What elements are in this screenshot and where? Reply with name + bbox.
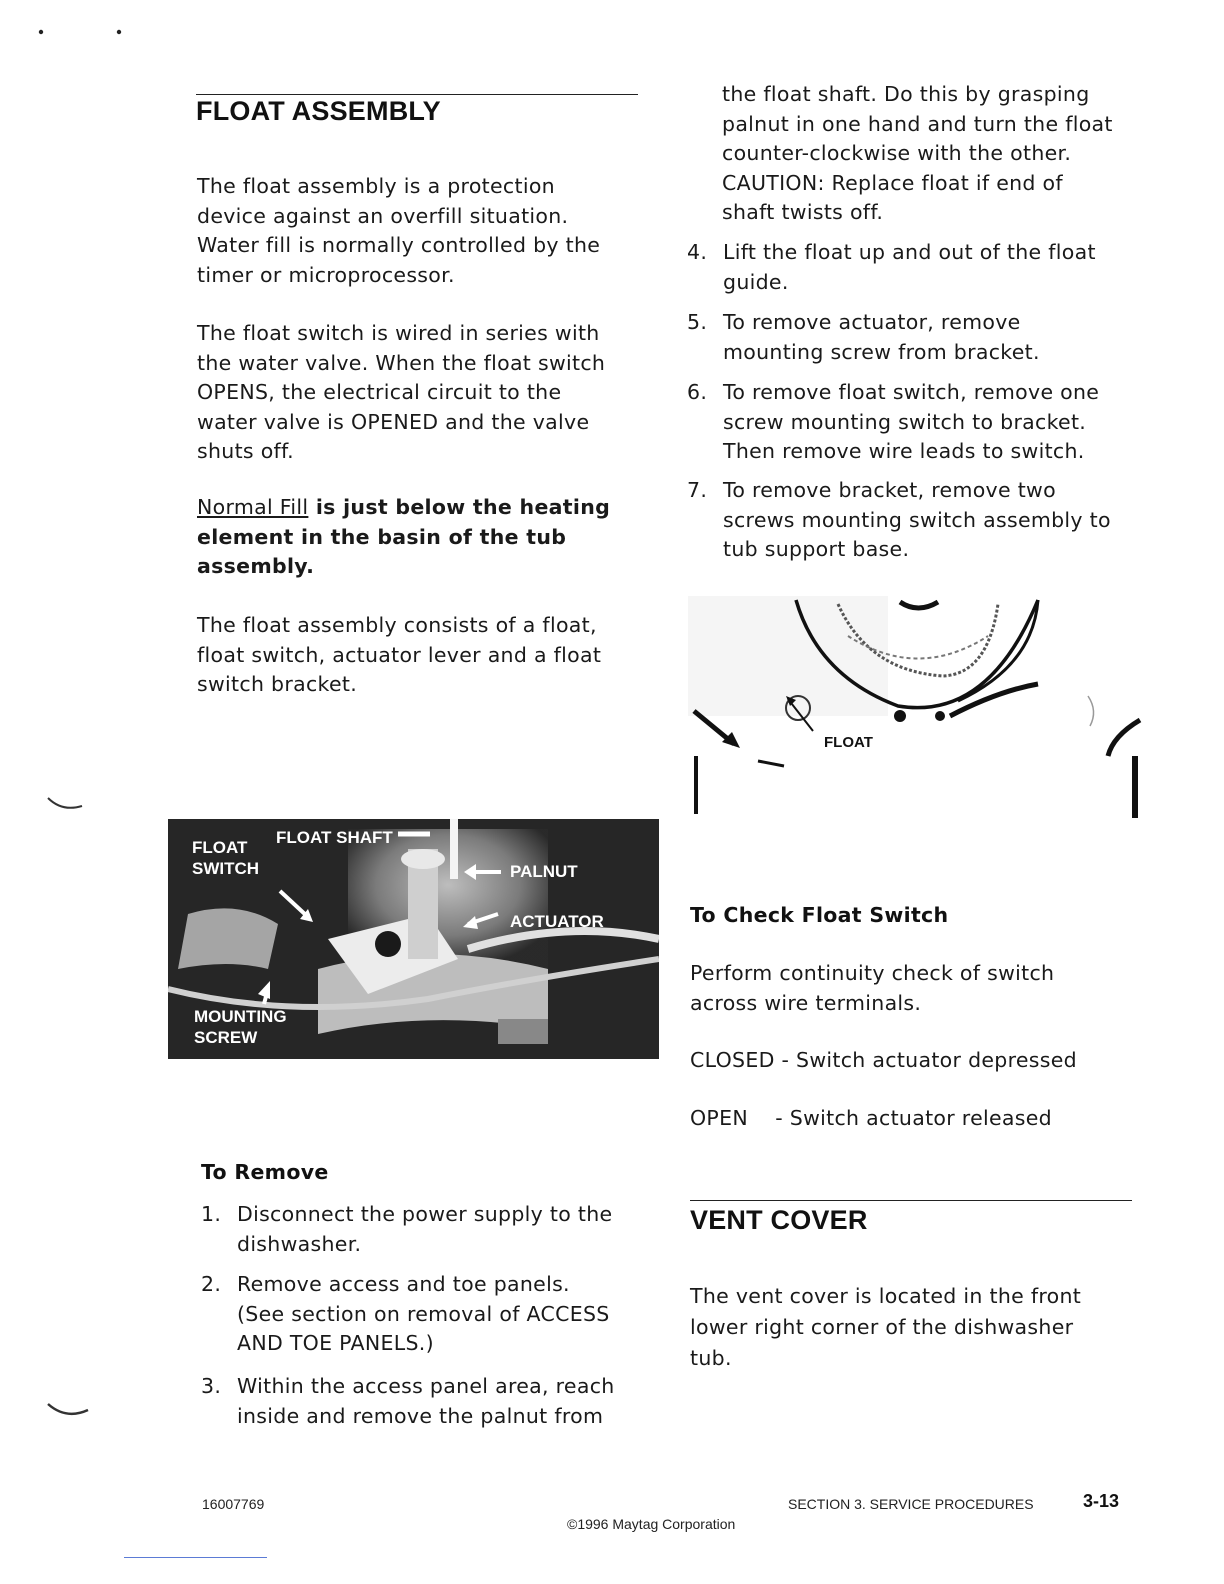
continued-step-3 xyxy=(722,80,1113,228)
text-line: The float assembly consists of a float, xyxy=(197,613,597,637)
text-line: Lift the float up and out of the float xyxy=(723,240,1096,264)
vent-cover-heading: VENT COVER xyxy=(690,1205,868,1235)
photo-label-actuator: ACTUATOR xyxy=(510,912,604,931)
step-number: 4. xyxy=(687,240,708,264)
text-line: The vent cover is located in the front xyxy=(690,1284,1082,1308)
float-assembly-heading: FLOAT ASSEMBLY xyxy=(196,96,441,126)
text-line: lower right corner of the dishwasher xyxy=(690,1315,1074,1339)
text-line xyxy=(197,523,610,553)
float-assembly-photo xyxy=(168,819,659,1059)
check-float-switch-heading: To Check Float Switch xyxy=(690,903,949,927)
text-line: tub support base. xyxy=(723,537,910,561)
text-line: Disconnect the power supply to the xyxy=(237,1202,613,1226)
float-diagram-drawing xyxy=(688,596,1148,821)
text-line: Perform continuity check of switch xyxy=(690,961,1055,985)
text-line: To remove float switch, remove one xyxy=(723,380,1100,404)
text-line: screws mounting switch assembly to xyxy=(723,507,1111,532)
step-text xyxy=(723,476,1111,565)
float-assembly-rule xyxy=(196,94,638,95)
step-number: 6. xyxy=(687,380,708,404)
closed-state-line: CLOSED - Switch actuator depressed xyxy=(690,1048,1077,1072)
text-line xyxy=(197,552,610,582)
text-line: screw mounting switch to bracket. xyxy=(723,409,1087,434)
normal-fill-bold: element in the basin of the tub xyxy=(197,524,567,549)
text-line: float switch, actuator lever and a float xyxy=(197,642,602,667)
step-number: 3. xyxy=(201,1374,222,1398)
photo-label-float-shaft: FLOAT SHAFT xyxy=(276,828,393,847)
step-number: 1. xyxy=(201,1202,222,1226)
normal-fill-bold: is just below the heating xyxy=(308,495,611,519)
text-line: To remove actuator, remove xyxy=(723,310,1021,334)
float-intro-paragraph xyxy=(197,172,600,290)
text-line: OPENS, the electrical circuit to the xyxy=(197,380,562,404)
label-line: FLOAT xyxy=(192,838,248,857)
photo-label-mounting-screw xyxy=(194,1006,287,1048)
section-title: SECTION 3. SERVICE PROCEDURES xyxy=(788,1496,1034,1512)
text-line: (See section on removal of ACCESS xyxy=(237,1301,610,1326)
photo-label-float-switch xyxy=(192,837,259,879)
text-line: device against an overfill situation. xyxy=(197,203,569,228)
document-number: 16007769 xyxy=(202,1496,265,1512)
vent-cover-rule xyxy=(690,1200,1132,1201)
text-line: the water valve. When the float switch xyxy=(197,350,606,375)
text-line: The float switch is wired in series with xyxy=(197,321,600,345)
text-line xyxy=(197,493,610,523)
text-line: palnut in one hand and turn the float xyxy=(722,111,1113,136)
text-line: guide. xyxy=(723,269,789,294)
text-line: Remove access and toe panels. xyxy=(237,1272,570,1296)
text-line: counter-clockwise with the other. xyxy=(722,141,1072,165)
normal-fill-bold: assembly. xyxy=(197,554,315,578)
normal-fill-paragraph xyxy=(197,493,610,582)
check-paragraph xyxy=(690,959,1054,1018)
text-line: dishwasher. xyxy=(237,1231,362,1256)
float-location-diagram xyxy=(688,596,1148,821)
to-remove-heading: To Remove xyxy=(201,1160,329,1184)
text-line: tub. xyxy=(690,1346,732,1370)
page-number: 3-13 xyxy=(1083,1491,1120,1511)
text-line: Then remove wire leads to switch. xyxy=(723,439,1085,463)
text-line: CAUTION: Replace float if end of xyxy=(722,170,1063,195)
photo-label-palnut: PALNUT xyxy=(510,862,578,881)
step-number: 2. xyxy=(201,1272,222,1296)
text-line: water valve is OPENED and the valve xyxy=(197,409,590,434)
text-line: timer or microprocessor. xyxy=(197,262,455,287)
open-state-line: OPEN - Switch actuator released xyxy=(690,1106,1052,1130)
step-text xyxy=(237,1200,612,1259)
float-consists-paragraph xyxy=(197,611,601,700)
label-line: SWITCH xyxy=(192,859,260,878)
text-line: AND TOE PANELS.) xyxy=(237,1331,434,1355)
step-text xyxy=(723,238,1096,297)
diagram-label-float: FLOAT xyxy=(824,734,873,751)
text-line: To remove bracket, remove two xyxy=(723,478,1056,502)
step-text xyxy=(237,1270,610,1359)
normal-fill-underlined: Normal Fill xyxy=(197,495,309,519)
step-text xyxy=(237,1372,615,1431)
text-line: Water fill is normally controlled by the xyxy=(197,233,601,257)
text-line: across wire terminals. xyxy=(690,990,922,1015)
text-line: Within the access panel area, reach xyxy=(237,1374,615,1398)
text-line: shaft twists off. xyxy=(722,200,884,224)
text-line: the float shaft. Do this by grasping xyxy=(722,82,1090,106)
text-line: The float assembly is a protection xyxy=(197,174,555,198)
text-line: switch bracket. xyxy=(197,672,358,696)
bottom-rule xyxy=(124,1557,267,1558)
text-line: inside and remove the palnut from xyxy=(237,1403,604,1428)
copyright-notice: ©1996 Maytag Corporation xyxy=(567,1516,736,1532)
margin-scan-marks xyxy=(0,0,140,1440)
step-text xyxy=(723,378,1099,467)
text-line: mounting screw from bracket. xyxy=(723,339,1040,364)
step-number: 5. xyxy=(687,310,708,334)
step-number: 7. xyxy=(687,478,708,502)
float-switch-paragraph xyxy=(197,319,605,467)
step-text xyxy=(723,308,1040,367)
label-line: MOUNTING xyxy=(194,1007,287,1026)
text-line: shuts off. xyxy=(197,439,294,463)
vent-cover-paragraph xyxy=(690,1281,1081,1374)
label-line: SCREW xyxy=(194,1028,258,1047)
